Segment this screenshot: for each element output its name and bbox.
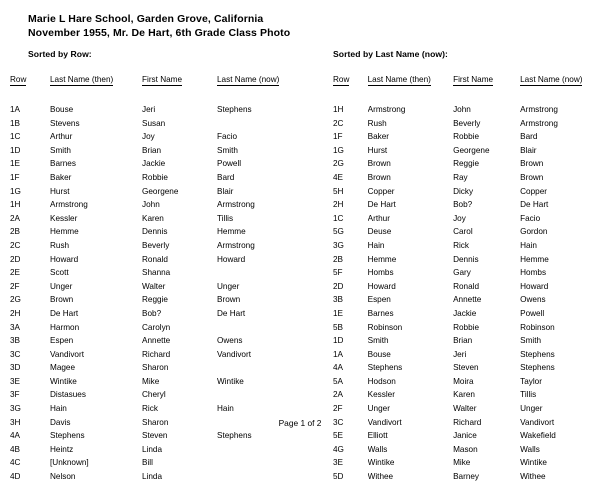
cell-first-name: Cheryl [142,390,166,400]
cell-last-name-now: Blair [217,186,234,196]
cell-first-name: Linda [142,472,163,482]
cell-last-name-now: Copper [520,186,547,196]
table-row [10,375,302,389]
cell-last-name-now: Stephens [217,105,252,114]
cell-last-name-now: Owens [520,295,546,305]
cell-last-name-now [217,470,302,484]
cell-last-name-then: Scott [50,268,69,278]
cell-row: 1A [10,105,21,114]
cell-last-name-then: Withee [367,472,394,482]
cell-first-name: Walter [453,404,477,414]
section-label-sorted-by-row: Sorted by Row: [28,49,92,59]
table-row [333,253,600,267]
table-row [333,321,600,335]
cell-row: 2E [10,268,21,278]
cell-first-name: Walter [142,281,166,291]
cell-last-name-then: Vandivort [50,349,84,359]
cell-last-name-now: De Hart [520,200,549,210]
table-header-row [333,74,600,103]
table-row [10,253,302,267]
table-row [10,402,302,416]
table-row [10,157,302,171]
cell-row: 1G [10,186,21,196]
table-row [333,429,600,443]
cell-first-name: John [142,200,160,210]
table-row [333,171,600,185]
table-row [333,375,600,389]
cell-last-name-then: Hain [50,404,67,414]
cell-row: 3C [333,417,344,427]
cell-last-name-now: Unger [520,404,543,414]
cell-last-name-then: Hurst [50,186,70,196]
table-row [333,280,600,294]
cell-first-name: Moira [453,376,474,386]
table-row [10,429,302,443]
cell-last-name-then: Deuse [367,227,392,237]
cell-row: 2F [10,281,20,291]
table-row [333,130,600,144]
cell-row: 2C [10,240,21,250]
cell-last-name-then: Heintz [50,444,74,454]
cell-last-name-now: Vandivort [217,349,251,359]
cell-row: 4A [333,363,344,373]
page-footer: Page 1 of 2 [278,418,322,428]
table-row [333,388,600,402]
cell-last-name-now: Taylor [520,376,542,386]
cell-row: 2G [333,159,344,169]
cell-last-name-now: Smith [520,336,542,346]
cell-last-name-now: Armstrong [520,105,558,114]
cell-last-name-now: Hombs [520,268,547,278]
cell-last-name-then: Bouse [50,105,74,114]
cell-row: 2C [333,118,344,128]
cell-first-name: Linda [142,444,163,454]
table-row [10,225,302,239]
table-row [10,456,302,470]
cell-last-name-now: Hain [217,404,234,414]
cell-row: 1C [333,213,344,223]
cell-last-name-now: Wintike [217,376,244,386]
cell-last-name-now [217,117,302,131]
cell-last-name-now: Armstrong [217,200,255,210]
cell-last-name-now: Armstrong [520,118,558,128]
cell-first-name: Gary [453,268,471,278]
section-label-sorted-by-last-name: Sorted by Last Name (now): [333,49,448,59]
cell-last-name-then: Unger [367,404,390,414]
cell-last-name-now [217,443,302,457]
cell-row: 2F [333,404,343,414]
cell-first-name: Georgene [453,145,490,155]
cell-last-name-then: Unger [50,281,73,291]
cell-last-name-then: Arthur [50,132,73,142]
cell-row: 4A [10,431,21,441]
cell-last-name-now: Gordon [520,227,548,237]
cell-last-name-now: Stephens [520,349,555,359]
cell-first-name: Robbie [453,322,480,332]
cell-last-name-then: Stevens [50,118,80,128]
cell-first-name: Dennis [142,227,168,237]
cell-last-name-then: Rush [367,118,387,128]
table-row [10,443,302,457]
cell-last-name-then: Rush [50,240,70,250]
cell-first-name: Robbie [453,132,480,142]
table-row [10,185,302,199]
cell-last-name-then: Baker [367,132,390,142]
cell-row: 3G [333,240,344,250]
cell-last-name-now: Hemme [217,227,246,237]
table-row [333,239,600,253]
cell-row: 1B [10,118,21,128]
cell-last-name-now: Stephens [217,431,252,441]
table-header-row [10,74,302,103]
table-row [333,470,600,484]
cell-first-name: Susan [142,118,166,128]
column-header-row: Row [10,75,27,84]
cell-first-name: Ronald [142,254,168,264]
table-row [333,212,600,226]
cell-last-name-now: Withee [520,472,546,482]
table-row [333,198,600,212]
cell-last-name-then: Bouse [367,349,391,359]
cell-last-name-then: Wintike [367,458,395,468]
cell-first-name: Shanna [142,268,171,278]
table-row [10,307,302,321]
cell-last-name-now: Owens [217,336,243,346]
cell-first-name: Richard [142,349,171,359]
cell-last-name-now [217,361,302,375]
cell-first-name: Brian [453,336,473,346]
cell-first-name: Karen [142,213,164,223]
cell-last-name-now: Vandivort [520,417,555,427]
cell-last-name-then: Brown [50,295,74,305]
cell-last-name-then: Stephens [367,363,403,373]
cell-row: 3C [10,349,21,359]
cell-first-name: Steven [142,431,168,441]
cell-first-name: Robbie [142,172,168,182]
column-header-first-name: First Name [453,75,494,84]
table-row [10,239,302,253]
cell-first-name: Dicky [453,186,474,196]
cell-last-name-then: Brown [367,172,391,182]
column-header-row: Row [333,75,350,84]
cell-last-name-then: Smith [50,145,71,155]
cell-row: 1E [10,159,21,169]
cell-first-name: Rick [453,240,469,250]
cell-row: 3F [10,390,20,400]
title-line-school: Marie L Hare School, Garden Grove, California [28,13,264,25]
table-row [10,198,302,212]
cell-first-name: Ray [453,172,468,182]
column-header-last-name-now: Last Name (now) [217,75,280,84]
cell-row: 1A [333,349,344,359]
cell-last-name-now: Tillis [520,390,537,400]
table-row [333,334,600,348]
cell-last-name-then: Stephens [50,431,85,441]
table-row [10,266,302,280]
table-row [10,212,302,226]
cell-last-name-then: Arthur [367,213,390,223]
cell-last-name-then: Armstrong [50,200,88,210]
table-row [333,157,600,171]
column-header-last-name-now: Last Name (now) [520,75,583,84]
cell-last-name-now: Blair [520,145,537,155]
cell-last-name-then: Harmon [50,322,80,332]
cell-last-name-now: Howard [217,254,246,264]
cell-first-name: John [453,105,471,114]
cell-row: 2D [333,281,344,291]
cell-row: 3E [10,376,21,386]
table-row [10,348,302,362]
table-row [10,361,302,375]
cell-row: 3G [10,404,21,414]
cell-last-name-then: Robinson [367,322,403,332]
cell-last-name-now: Armstrong [217,240,255,250]
cell-row: 3B [333,295,344,305]
cell-last-name-then: Hombs [367,268,394,278]
table-row [10,280,302,294]
cell-last-name-now: Robinson [520,322,555,332]
cell-row: 4G [333,444,344,454]
cell-first-name: Dennis [453,254,479,264]
cell-last-name-now: Hemme [520,254,549,264]
title-line-class: November 1955, Mr. De Hart, 6th Grade Class Photo [28,27,291,39]
cell-row: 3D [10,363,21,373]
cell-last-name-now: Unger [217,281,240,291]
table-row [10,334,302,348]
cell-row: 3A [10,322,21,332]
cell-last-name-now [217,388,302,402]
cell-first-name: Joy [453,213,466,223]
table-row [333,144,600,158]
page-title [28,12,290,40]
cell-last-name-then: Davis [50,417,71,427]
cell-last-name-now: Powell [217,159,242,169]
cell-first-name: Beverly [453,118,481,128]
cell-first-name: Sharon [142,363,169,373]
cell-row: 2H [333,200,344,210]
cell-row: 4B [10,444,21,454]
cell-row: 1F [10,172,20,182]
cell-last-name-now: Powell [520,308,545,318]
cell-row: 3H [10,417,21,427]
cell-row: 4E [333,172,344,182]
cell-last-name-then: Vandivort [367,417,402,427]
cell-last-name-then: Espen [367,295,391,305]
cell-last-name-then: Armstrong [367,105,406,114]
cell-row: 5G [333,227,344,237]
cell-first-name: Richard [453,417,482,427]
table-row [333,307,600,321]
cell-first-name: Bob? [453,200,473,210]
cell-row: 2A [10,213,21,223]
cell-first-name: Mike [453,458,471,468]
table-row [10,470,302,484]
table-row [10,130,302,144]
cell-first-name: Barney [453,472,480,482]
cell-row: 1C [10,132,21,142]
cell-row: 5E [333,431,344,441]
cell-last-name-now: Stephens [520,363,555,373]
table-row [10,171,302,185]
table-row [10,103,302,117]
table-row [333,402,600,416]
cell-row: 2D [10,254,21,264]
cell-first-name: Carol [453,227,473,237]
table-row [333,456,600,470]
cell-first-name: Jeri [453,349,467,359]
table-row [10,144,302,158]
table-row [333,117,600,131]
cell-row: 2B [333,254,344,264]
cell-first-name: Joy [142,132,155,142]
cell-first-name: Reggie [142,295,168,305]
cell-last-name-now: Bard [217,172,235,182]
cell-last-name-now: Howard [520,281,549,291]
cell-last-name-then: Hurst [367,145,388,155]
cell-last-name-then: Smith [367,336,389,346]
cell-last-name-then: De Hart [367,200,396,210]
cell-row: 1H [333,105,344,114]
cell-last-name-then: Hemme [50,227,79,237]
cell-last-name-then: Elliott [367,431,388,441]
cell-last-name-now: Wintike [520,458,547,468]
cell-first-name: Bob? [142,308,162,318]
cell-row: 1E [333,308,344,318]
cell-first-name: Mason [453,444,478,454]
cell-row: 3E [333,458,344,468]
table-row [333,266,600,280]
cell-last-name-then: Howard [50,254,79,264]
cell-row: 1H [10,200,21,210]
cell-first-name: Beverly [142,240,170,250]
cell-last-name-then: [Unknown] [50,458,89,468]
cell-row: 5D [333,472,344,482]
cell-row: 5B [333,322,344,332]
column-header-last-name-then: Last Name (then) [50,75,114,84]
cell-last-name-then: Copper [367,186,395,196]
cell-first-name: Brian [142,145,162,155]
cell-last-name-then: Howard [367,281,396,291]
cell-row: 1D [333,336,344,346]
cell-last-name-now: Brown [520,159,544,169]
table-row [333,361,600,375]
table-row [333,443,600,457]
table-row [333,225,600,239]
cell-last-name-then: Brown [367,159,391,169]
cell-row: 3B [10,336,21,346]
cell-last-name-now: Wakefield [520,431,556,441]
cell-first-name: Jackie [453,308,477,318]
table-row [333,348,600,362]
cell-first-name: Sharon [142,417,169,427]
cell-last-name-now: Hain [520,240,537,250]
cell-first-name: Jeri [142,105,156,114]
table-row [333,103,600,117]
cell-last-name-now: Walls [520,444,540,454]
cell-last-name-now: Tillis [217,213,234,223]
cell-last-name-then: Kessler [50,213,78,223]
cell-last-name-then: Wintike [50,376,77,386]
cell-last-name-now: Brown [217,295,241,305]
cell-row: 5A [333,376,344,386]
cell-first-name: Reggie [453,159,480,169]
cell-first-name: Annette [142,336,171,346]
table-row [10,321,302,335]
cell-first-name: Mike [142,376,160,386]
cell-last-name-then: De Hart [50,308,79,318]
cell-first-name: Jackie [142,159,166,169]
cell-last-name-then: Baker [50,172,72,182]
cell-row: 5F [333,268,343,278]
cell-first-name: Annette [453,295,482,305]
cell-last-name-then: Hain [367,240,385,250]
cell-last-name-then: Magee [50,363,76,373]
cell-row: 2G [10,295,21,305]
column-header-last-name-then: Last Name (then) [367,75,431,84]
cell-last-name-now: Brown [520,172,544,182]
cell-last-name-then: Espen [50,336,74,346]
cell-row: 1G [333,145,344,155]
cell-last-name-now: Smith [217,145,238,155]
cell-last-name-then: Distasues [50,390,86,400]
cell-last-name-now: Facio [217,132,238,142]
cell-first-name: Janice [453,431,477,441]
cell-last-name-now [217,266,302,280]
cell-first-name: Rick [142,404,158,414]
cell-last-name-then: Barnes [50,159,76,169]
cell-last-name-then: Hemme [367,254,397,264]
cell-last-name-then: Hodson [367,376,396,386]
cell-row: 2A [333,390,344,400]
cell-last-name-now: De Hart [217,308,246,318]
cell-last-name-now: Bard [520,132,538,142]
table-row [333,293,600,307]
cell-last-name-now [217,456,302,470]
cell-first-name: Steven [453,363,479,373]
cell-row: 5H [333,186,344,196]
cell-first-name: Georgene [142,186,179,196]
column-header-first-name: First Name [142,75,183,84]
table-row [10,388,302,402]
cell-first-name: Bill [142,458,153,468]
cell-last-name-then: Nelson [50,472,76,482]
cell-row: 4D [10,472,21,482]
cell-row: 2H [10,308,21,318]
cell-row: 2B [10,227,21,237]
cell-last-name-then: Barnes [367,308,394,318]
cell-row: 1F [333,132,343,142]
table-row [10,117,302,131]
table-row [333,185,600,199]
cell-last-name-then: Walls [367,444,388,454]
table-row [10,293,302,307]
cell-last-name-now: Facio [520,213,541,223]
cell-row: 4C [10,458,21,468]
cell-first-name: Carolyn [142,322,171,332]
cell-last-name-now [217,321,302,335]
cell-last-name-then: Kessler [367,390,395,400]
cell-row: 1D [10,145,21,155]
cell-first-name: Karen [453,390,475,400]
cell-first-name: Ronald [453,281,480,291]
